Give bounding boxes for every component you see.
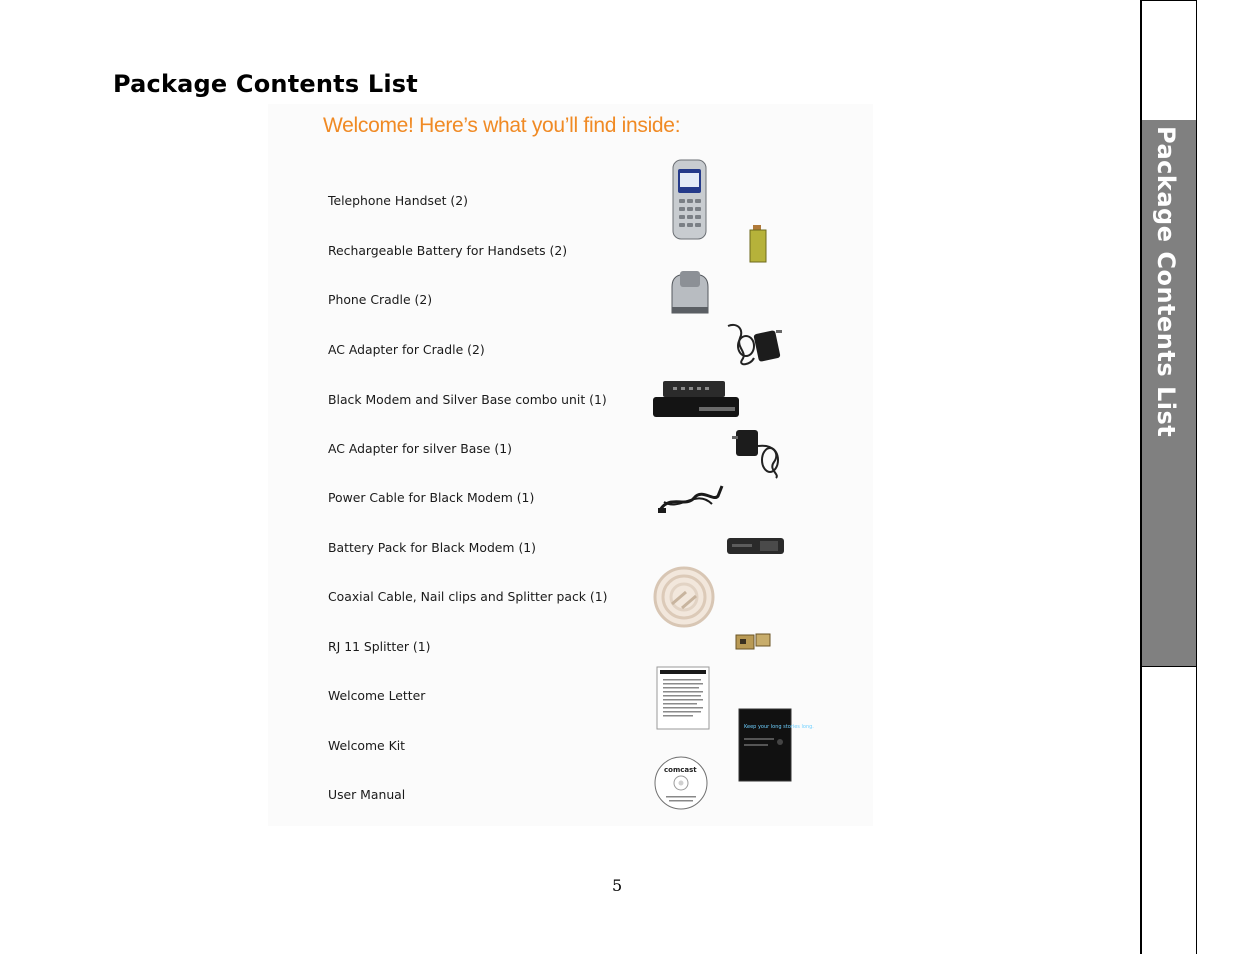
side-tab-band <box>1142 120 1196 667</box>
kit-cover-text: Keep your long stories long. <box>744 724 814 730</box>
welcome-heading: Welcome! Here’s what you’ll find inside: <box>323 114 681 137</box>
side-tab <box>1140 0 1197 954</box>
splitter-icon <box>734 632 774 652</box>
cd-icon <box>652 756 710 810</box>
item-label: Rechargeable Battery for Handsets (2) <box>328 243 568 258</box>
item-label: Battery Pack for Black Modem (1) <box>328 540 536 555</box>
item-label: Black Modem and Silver Base combo unit (1) <box>328 392 607 407</box>
item-label: Telephone Handset (2) <box>328 193 468 208</box>
side-tab-label: Package Contents List <box>1152 126 1180 438</box>
package-contents-figure <box>268 104 873 826</box>
item-label: Power Cable for Black Modem (1) <box>328 490 535 505</box>
item-label: AC Adapter for Cradle (2) <box>328 342 485 357</box>
coaxial-cable-icon <box>652 564 716 630</box>
battery-pack-icon <box>726 536 786 556</box>
item-label: AC Adapter for silver Base (1) <box>328 441 512 456</box>
item-label: Welcome Letter <box>328 688 426 703</box>
power-cable-icon <box>656 482 726 516</box>
battery-icon <box>748 224 770 264</box>
ac-adapter-icon <box>730 426 786 480</box>
side-tab-top <box>1142 0 1196 121</box>
cd-logo-text: comcast <box>664 766 697 774</box>
cradle-icon <box>668 269 712 317</box>
page-title: Package Contents List <box>113 70 418 98</box>
modem-icon <box>651 379 741 419</box>
letter-icon <box>656 666 710 730</box>
item-label: User Manual <box>328 787 406 802</box>
item-label: RJ 11 Splitter (1) <box>328 639 431 654</box>
ac-adapter-icon <box>724 320 786 372</box>
handset-icon <box>671 159 709 241</box>
item-label: Phone Cradle (2) <box>328 292 433 307</box>
item-label: Coaxial Cable, Nail clips and Splitter pack (1) <box>328 589 608 604</box>
welcome-kit-icon <box>738 708 814 784</box>
item-label: Welcome Kit <box>328 738 406 753</box>
page-number: 5 <box>612 876 623 895</box>
